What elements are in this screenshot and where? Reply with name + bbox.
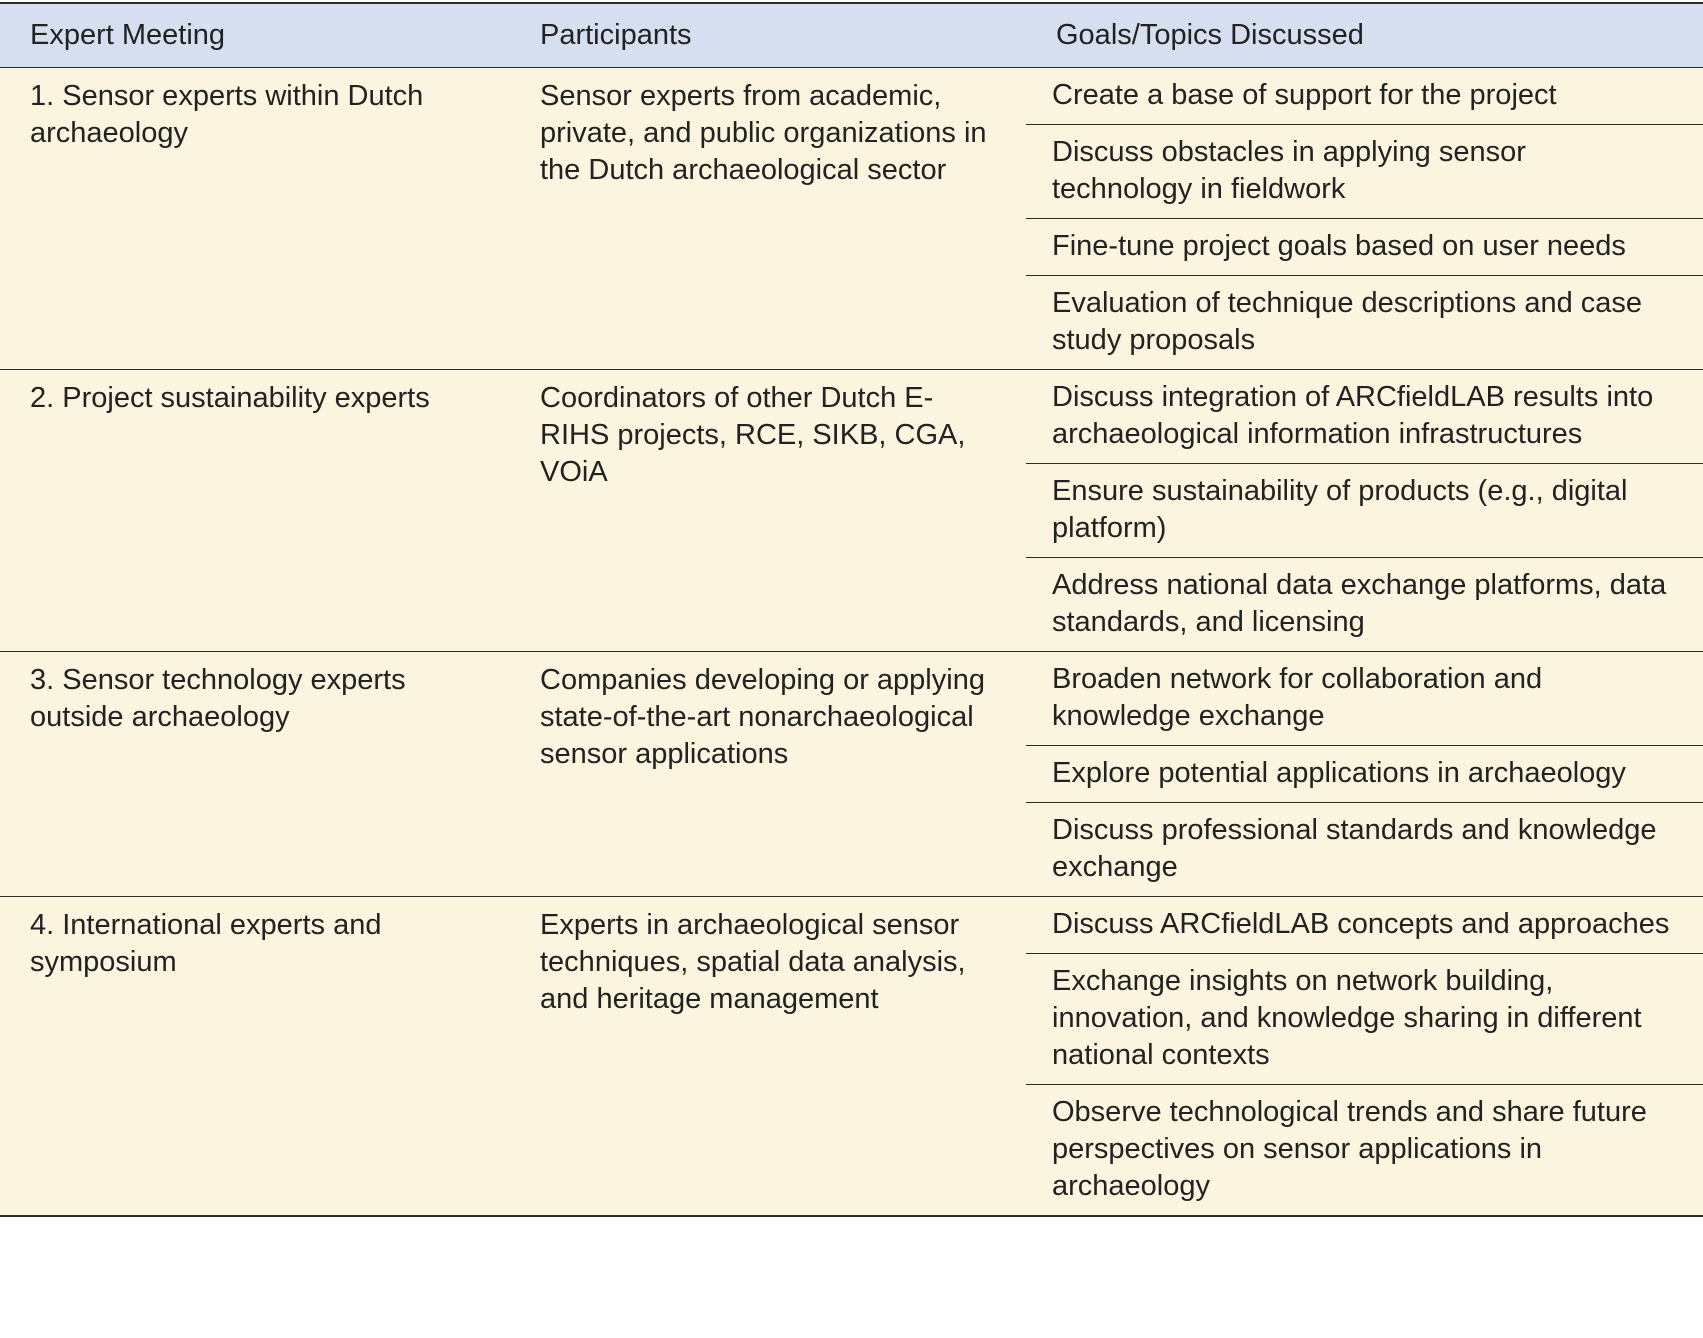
meeting-cell: 2. Project sustainability experts — [30, 382, 430, 414]
goals-cell — [1026, 370, 1703, 651]
expert-meetings-table — [0, 2, 1703, 1217]
goal-item: Discuss ARCfieldLAB concepts and approaches — [1026, 897, 1703, 954]
goal-item: Evaluation of technique descriptions and case study proposals — [1052, 287, 1643, 356]
goal-item: Discuss obstacles in applying sensor technology in fieldwork — [1026, 125, 1703, 219]
goal-item: Address national data exchange platforms, data standards, and licensing — [1052, 569, 1667, 638]
header-goals-topics: Goals/Topics Discussed — [1056, 19, 1364, 51]
table-header-row — [0, 4, 1703, 68]
goal-item: Create a base of support for the project — [1026, 68, 1703, 125]
goals-cell — [1026, 652, 1703, 896]
goal-item: Exchange insights on network building, innovation, and knowledge sharing in different national contexts — [1026, 954, 1703, 1085]
table-row-group — [0, 897, 1703, 1215]
meeting-cell: 4. International experts and symposium — [30, 909, 382, 978]
goal-item: Broaden network for collaboration and knowledge exchange — [1026, 652, 1703, 746]
participants-cell: Sensor experts from academic, private, and public organizations in the Dutch archaeological sector — [540, 80, 987, 186]
goal-item: Discuss integration of ARCfieldLAB results into archaeological information infrastructures — [1026, 370, 1703, 464]
goal-item: Explore potential applications in archaeology — [1026, 746, 1703, 803]
meeting-cell: 1. Sensor experts within Dutch archaeology — [30, 80, 424, 149]
goal-item: Fine-tune project goals based on user needs — [1026, 219, 1703, 276]
header-participants: Participants — [540, 19, 692, 51]
goal-item: Observe technological trends and share future perspectives on sensor applications in archaeology — [1052, 1096, 1647, 1202]
goal-item: Ensure sustainability of products (e.g., digital platform) — [1026, 464, 1703, 558]
meeting-cell: 3. Sensor technology experts outside archaeology — [30, 664, 406, 733]
participants-cell: Companies developing or applying state-of-the-art nonarchaeological sensor applications — [540, 664, 985, 770]
goal-item: Discuss professional standards and knowledge exchange — [1052, 814, 1657, 883]
table-row-group — [0, 68, 1703, 370]
table-row-group — [0, 370, 1703, 652]
table-row-group — [0, 652, 1703, 897]
goals-cell — [1026, 897, 1703, 1215]
header-expert-meeting: Expert Meeting — [30, 19, 226, 51]
participants-cell: Coordinators of other Dutch E-RIHS projects, RCE, SIKB, CGA, VOiA — [540, 382, 966, 488]
goals-cell — [1026, 68, 1703, 369]
participants-cell: Experts in archaeological sensor techniques, spatial data analysis, and heritage management — [540, 909, 966, 1015]
